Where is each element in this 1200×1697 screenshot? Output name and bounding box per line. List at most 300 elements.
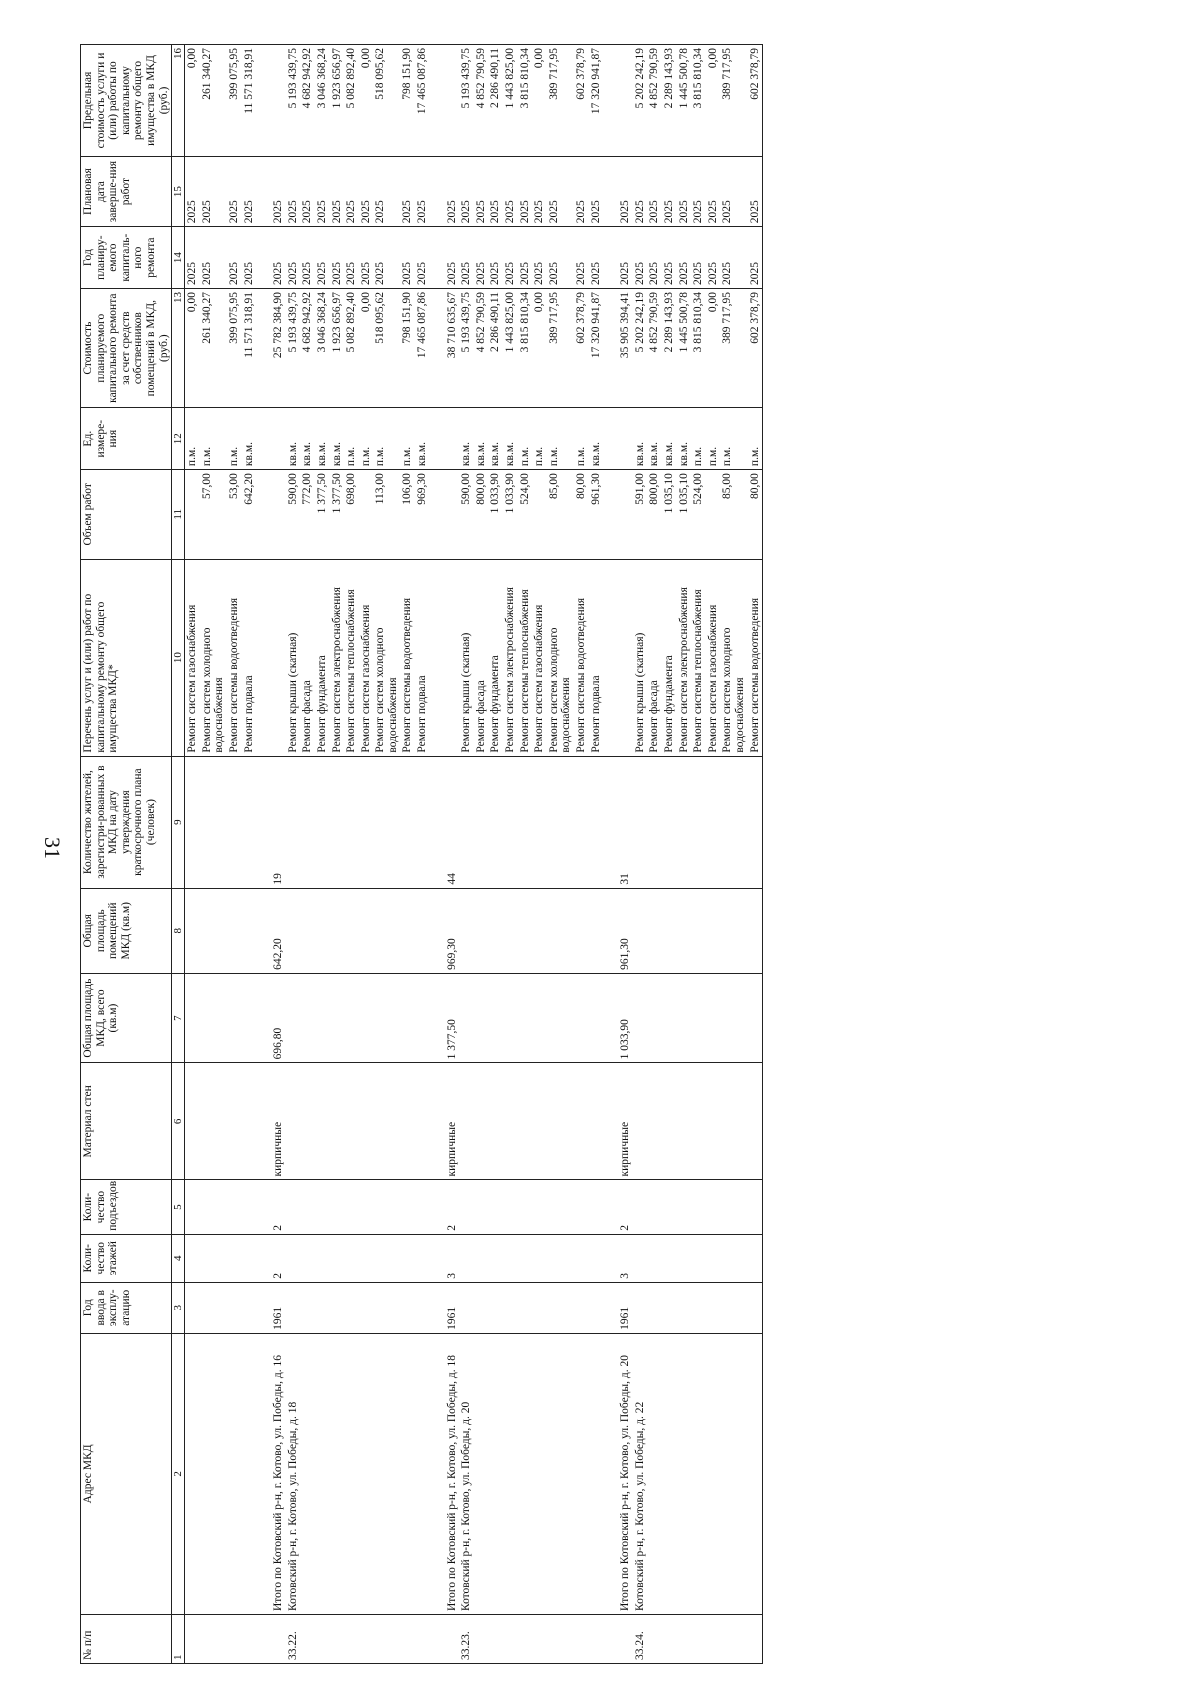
table-cell [603, 1615, 633, 1664]
work-volume: 80,00 [748, 470, 763, 559]
work-cost: 798 151,90 [400, 289, 415, 408]
work-date: 2025 [488, 156, 503, 226]
table-cell [400, 756, 415, 888]
table-cell [691, 1180, 706, 1234]
work-limit: 17 465 087,86 [415, 45, 430, 157]
table-cell [315, 756, 330, 888]
work-name: Ремонт системы водоотведения [400, 559, 415, 756]
table-cell [330, 756, 345, 888]
table-cell [589, 756, 604, 888]
table-cell [185, 1180, 200, 1234]
work-name: Ремонт систем газоснабжения [532, 559, 547, 756]
work-name: Ремонт фасада [647, 559, 662, 756]
table-cell [503, 973, 518, 1062]
work-name: Ремонт фасада [300, 559, 315, 756]
work-volume [706, 470, 721, 559]
table-cell [344, 1234, 359, 1282]
work-limit: 1 443 825,00 [503, 45, 518, 157]
work-date: 2025 [227, 156, 242, 226]
table-cell [227, 1180, 242, 1234]
table-cell [574, 888, 589, 973]
work-cost: 261 340,27 [200, 289, 227, 408]
table-cell [633, 888, 648, 973]
work-cost: 4 852 790,59 [474, 289, 489, 408]
table-cell [359, 756, 374, 888]
table-cell [200, 1615, 227, 1664]
table-cell [227, 1063, 242, 1180]
work-cost: 399 075,95 [227, 289, 242, 408]
table-cell [748, 888, 763, 973]
work-volume: 1 377,50 [330, 470, 345, 559]
work-row [574, 45, 589, 1664]
entrances: 2 [430, 1180, 460, 1234]
table-cell [647, 1234, 662, 1282]
table-cell [430, 408, 460, 470]
table-cell [691, 1282, 706, 1333]
table-cell [242, 1180, 257, 1234]
table-cell [344, 1615, 359, 1664]
work-cost: 1 445 500,78 [677, 289, 692, 408]
work-cost: 1 923 656,97 [330, 289, 345, 408]
work-unit: кв.м. [415, 408, 430, 470]
header-cell: Материал стен [81, 1063, 172, 1180]
table-cell [227, 1333, 242, 1614]
work-limit: 11 571 318,91 [242, 45, 257, 157]
table-cell [503, 1180, 518, 1234]
work-name: Ремонт систем холодного водоснабжения [720, 559, 747, 756]
table-cell [330, 1282, 345, 1333]
table-cell [662, 973, 677, 1062]
work-name: Ремонт системы водоотведения [574, 559, 589, 756]
work-row [200, 45, 227, 1664]
work-limit: 5 082 892,40 [344, 45, 359, 157]
table-cell [662, 1282, 677, 1333]
area-rooms: 642,20 [256, 888, 286, 973]
work-limit: 1 923 656,97 [330, 45, 345, 157]
table-cell [589, 1333, 604, 1614]
table-cell [315, 1333, 330, 1614]
work-unit: п.м. [720, 408, 747, 470]
table-cell [315, 1063, 330, 1180]
table-cell [400, 1333, 415, 1614]
work-volume: 106,00 [400, 470, 415, 559]
work-unit: кв.м. [662, 408, 677, 470]
total-row [603, 45, 633, 1664]
table-cell [200, 1063, 227, 1180]
work-name: Ремонт крыши (скатная) [286, 559, 301, 756]
work-name: Ремонт подвала [242, 559, 257, 756]
total-date: 2025 [430, 156, 460, 226]
table-cell [415, 1615, 430, 1664]
table-cell [459, 1063, 474, 1180]
work-limit: 3 815 810,34 [691, 45, 706, 157]
work-volume: 1 377,50 [315, 470, 330, 559]
work-unit: кв.м. [300, 408, 315, 470]
table-cell [242, 1234, 257, 1282]
column-number: 6 [172, 1063, 185, 1180]
table-cell [200, 1282, 227, 1333]
work-year: 2025 [518, 227, 533, 289]
work-cost: 5 202 242,19 [633, 289, 648, 408]
work-unit: п.м. [185, 408, 200, 470]
work-name: Ремонт систем электроснабжения [503, 559, 518, 756]
work-unit: кв.м. [488, 408, 503, 470]
table-cell [518, 1234, 533, 1282]
table-cell [474, 756, 489, 888]
repair-plan-table [80, 44, 763, 1664]
table-cell [459, 1282, 474, 1333]
table-cell [574, 1234, 589, 1282]
work-unit: п.м. [547, 408, 574, 470]
work-cost: 0,00 [185, 289, 200, 408]
column-number: 8 [172, 888, 185, 973]
work-unit: п.м. [748, 408, 763, 470]
work-volume [185, 470, 200, 559]
work-unit: кв.м. [647, 408, 662, 470]
table-cell [589, 888, 604, 973]
work-unit: п.м. [359, 408, 374, 470]
table-cell [330, 1234, 345, 1282]
table-cell [706, 1063, 721, 1180]
floors: 3 [430, 1234, 460, 1282]
table-cell [488, 1180, 503, 1234]
table-cell [373, 756, 400, 888]
table-cell [589, 1063, 604, 1180]
total-date: 2025 [603, 156, 633, 226]
table-cell [330, 1615, 345, 1664]
work-limit: 5 202 242,19 [633, 45, 648, 157]
table-cell [574, 1282, 589, 1333]
header-cell: Коли-чество этажей [81, 1234, 172, 1282]
table-cell [720, 888, 747, 973]
table-cell [677, 1615, 692, 1664]
work-date: 2025 [359, 156, 374, 226]
work-name: Ремонт систем газоснабжения [706, 559, 721, 756]
table-cell [589, 1615, 604, 1664]
address-cell: Котовский р-н, г. Котово, ул. Победы, д. 20 [459, 1333, 474, 1614]
table-cell [720, 1282, 747, 1333]
table-cell [300, 756, 315, 888]
work-volume: 113,00 [373, 470, 400, 559]
table-cell [488, 973, 503, 1062]
table-cell [185, 756, 200, 888]
table-cell [706, 1282, 721, 1333]
table-cell [459, 1180, 474, 1234]
work-year: 2025 [547, 227, 574, 289]
work-date: 2025 [344, 156, 359, 226]
table-cell [359, 973, 374, 1062]
work-limit: 1 445 500,78 [677, 45, 692, 157]
work-limit: 602 378,79 [574, 45, 589, 157]
work-limit: 389 717,95 [547, 45, 574, 157]
work-cost: 17 320 941,87 [589, 289, 604, 408]
table-cell [415, 1063, 430, 1180]
table-cell [503, 1234, 518, 1282]
table-cell [242, 1333, 257, 1614]
year-built: 1961 [256, 1282, 286, 1333]
column-number: 7 [172, 973, 185, 1062]
total-year: 2025 [603, 227, 633, 289]
table-cell [315, 973, 330, 1062]
table-cell [200, 756, 227, 888]
total-label: Итого по Котовский р-н, г. Котово, ул. Победы, д. 20 [603, 1333, 633, 1614]
table-cell [677, 1333, 692, 1614]
work-unit: п.м. [373, 408, 400, 470]
table-cell [286, 973, 301, 1062]
work-date: 2025 [330, 156, 345, 226]
column-number: 9 [172, 756, 185, 888]
column-number: 11 [172, 470, 185, 559]
work-volume: 591,00 [633, 470, 648, 559]
table-cell [633, 1180, 648, 1234]
table-cell [503, 1063, 518, 1180]
row-number: 33.22. [286, 1615, 301, 1664]
work-limit: 2 286 490,11 [488, 45, 503, 157]
work-year: 2025 [677, 227, 692, 289]
work-limit: 261 340,27 [200, 45, 227, 157]
total-label: Итого по Котовский р-н, г. Котово, ул. Победы, д. 16 [256, 1333, 286, 1614]
work-year: 2025 [459, 227, 474, 289]
table-cell [518, 1180, 533, 1234]
total-year: 2025 [430, 227, 460, 289]
table-cell [359, 1063, 374, 1180]
work-name: Ремонт систем газоснабжения [359, 559, 374, 756]
table-cell [647, 756, 662, 888]
header-cell: № п/п [81, 1615, 172, 1664]
work-cost: 602 378,79 [574, 289, 589, 408]
work-name: Ремонт фундамента [662, 559, 677, 756]
table-cell [373, 1063, 400, 1180]
table-cell [286, 1234, 301, 1282]
work-volume: 590,00 [286, 470, 301, 559]
work-row [488, 45, 503, 1664]
work-unit: кв.м. [474, 408, 489, 470]
work-unit: п.м. [344, 408, 359, 470]
table-cell [547, 756, 574, 888]
table-cell [359, 888, 374, 973]
work-row [589, 45, 604, 1664]
work-volume: 961,30 [589, 470, 604, 559]
work-limit: 5 193 439,75 [459, 45, 474, 157]
work-limit: 5 193 439,75 [286, 45, 301, 157]
table-cell [662, 756, 677, 888]
work-volume: 57,00 [200, 470, 227, 559]
table-cell [706, 1180, 721, 1234]
work-volume: 1 035,10 [677, 470, 692, 559]
table-cell [748, 756, 763, 888]
table-cell [286, 1063, 301, 1180]
table-cell [633, 1063, 648, 1180]
work-unit: кв.м. [286, 408, 301, 470]
work-date: 2025 [400, 156, 415, 226]
column-number: 14 [172, 227, 185, 289]
table-cell [488, 888, 503, 973]
table-cell [589, 1234, 604, 1282]
work-date: 2025 [547, 156, 574, 226]
residents: 44 [430, 756, 460, 888]
table-cell [574, 756, 589, 888]
work-row [315, 45, 330, 1664]
work-year: 2025 [300, 227, 315, 289]
table-cell [691, 1333, 706, 1614]
work-cost: 2 289 143,93 [662, 289, 677, 408]
work-year: 2025 [315, 227, 330, 289]
table-cell [330, 888, 345, 973]
table-cell [200, 1180, 227, 1234]
work-year: 2025 [344, 227, 359, 289]
table-cell [720, 1615, 747, 1664]
work-unit: кв.м. [330, 408, 345, 470]
row-number: 33.23. [459, 1615, 474, 1664]
work-year: 2025 [662, 227, 677, 289]
table-cell [300, 1615, 315, 1664]
table-cell [503, 756, 518, 888]
table-cell [647, 1333, 662, 1614]
work-name: Ремонт системы теплоснабжения [518, 559, 533, 756]
table-cell [720, 1234, 747, 1282]
table-cell [430, 470, 460, 559]
header-row [81, 45, 172, 1664]
table-cell [706, 1234, 721, 1282]
work-unit: п.м. [532, 408, 547, 470]
table-cell [200, 888, 227, 973]
work-unit: п.м. [200, 408, 227, 470]
table-cell [662, 1615, 677, 1664]
header-cell: Плановая дата заверше-ния работ [81, 156, 172, 226]
work-name: Ремонт фасада [474, 559, 489, 756]
work-row [547, 45, 574, 1664]
work-year: 2025 [691, 227, 706, 289]
header-cell: Год ввода в эксплу-атацию [81, 1282, 172, 1333]
table-cell [662, 1333, 677, 1614]
work-year: 2025 [185, 227, 200, 289]
work-cost: 3 815 810,34 [691, 289, 706, 408]
header-cell: Год планиру-емого капиталь-ного ремонта [81, 227, 172, 289]
table-cell [359, 1234, 374, 1282]
table-cell [415, 973, 430, 1062]
table-cell [256, 470, 286, 559]
header-cell: Стоимость планируемого капитального ремонта за счет средств собственников помещений в МКД, (руб.) [81, 289, 172, 408]
table-cell [286, 1180, 301, 1234]
work-volume: 969,30 [415, 470, 430, 559]
table-cell [430, 1615, 460, 1664]
work-year: 2025 [330, 227, 345, 289]
work-row [286, 45, 301, 1664]
work-year: 2025 [589, 227, 604, 289]
work-date: 2025 [286, 156, 301, 226]
table-cell [677, 1063, 692, 1180]
table-cell [300, 1063, 315, 1180]
table-cell [518, 1615, 533, 1664]
table-cell [315, 1282, 330, 1333]
table-cell [691, 1615, 706, 1664]
table-cell [256, 1615, 286, 1664]
area-total: 1 377,50 [430, 973, 460, 1062]
header-cell: Перечень услуг и (или) работ по капитальному ремонту общего имущества МКД* [81, 559, 172, 756]
work-date: 2025 [532, 156, 547, 226]
work-row [518, 45, 533, 1664]
work-row [242, 45, 257, 1664]
table-cell [633, 756, 648, 888]
work-name: Ремонт фундамента [315, 559, 330, 756]
table-cell [315, 1234, 330, 1282]
row-number: 33.24. [633, 1615, 648, 1664]
column-number: 10 [172, 559, 185, 756]
table-cell [706, 1333, 721, 1614]
work-unit: п.м. [691, 408, 706, 470]
work-volume: 1 033,90 [488, 470, 503, 559]
work-limit: 602 378,79 [748, 45, 763, 157]
column-number: 3 [172, 1282, 185, 1333]
table-cell [242, 756, 257, 888]
header-cell: Общая площадь помещений МКД (кв.м) [81, 888, 172, 973]
work-name: Ремонт системы теплоснабжения [691, 559, 706, 756]
total-cost: 25 782 384,90 [256, 289, 286, 408]
work-limit: 0,00 [532, 45, 547, 157]
work-name: Ремонт подвала [589, 559, 604, 756]
table-cell [748, 1282, 763, 1333]
total-year: 2025 [256, 227, 286, 289]
table-cell [720, 1063, 747, 1180]
work-year: 2025 [532, 227, 547, 289]
column-number: 13 [172, 289, 185, 408]
table-cell [748, 973, 763, 1062]
work-volume: 524,00 [691, 470, 706, 559]
work-name: Ремонт систем газоснабжения [185, 559, 200, 756]
table-cell [589, 1282, 604, 1333]
table-cell [532, 756, 547, 888]
column-number: 1 [172, 1615, 185, 1664]
work-year: 2025 [359, 227, 374, 289]
work-unit: п.м. [400, 408, 415, 470]
table-cell [547, 973, 574, 1062]
work-volume: 1 033,90 [503, 470, 518, 559]
table-cell [662, 888, 677, 973]
work-row [359, 45, 374, 1664]
work-date: 2025 [373, 156, 400, 226]
table-cell [227, 1234, 242, 1282]
table-cell [400, 1282, 415, 1333]
work-unit: п.м. [518, 408, 533, 470]
table-cell [200, 1333, 227, 1614]
work-name: Ремонт системы водоотведения [227, 559, 242, 756]
total-label: Итого по Котовский р-н, г. Котово, ул. Победы, д. 18 [430, 1333, 460, 1614]
table-cell [474, 1180, 489, 1234]
wall-material: кирпичные [256, 1063, 286, 1180]
work-volume [532, 470, 547, 559]
work-date: 2025 [677, 156, 692, 226]
work-year: 2025 [286, 227, 301, 289]
work-date: 2025 [315, 156, 330, 226]
column-number-row [172, 45, 185, 1664]
table-cell [474, 973, 489, 1062]
total-row [256, 45, 286, 1664]
work-year: 2025 [574, 227, 589, 289]
table-cell [300, 1333, 315, 1614]
area-rooms: 969,30 [430, 888, 460, 973]
table-cell [720, 756, 747, 888]
table-cell [227, 1615, 242, 1664]
table-cell [373, 1234, 400, 1282]
work-limit: 0,00 [359, 45, 374, 157]
work-name: Ремонт фундамента [488, 559, 503, 756]
work-year: 2025 [242, 227, 257, 289]
table-cell [373, 888, 400, 973]
table-cell [633, 1282, 648, 1333]
table-cell [488, 1063, 503, 1180]
table-cell [474, 1063, 489, 1180]
work-volume [359, 470, 374, 559]
